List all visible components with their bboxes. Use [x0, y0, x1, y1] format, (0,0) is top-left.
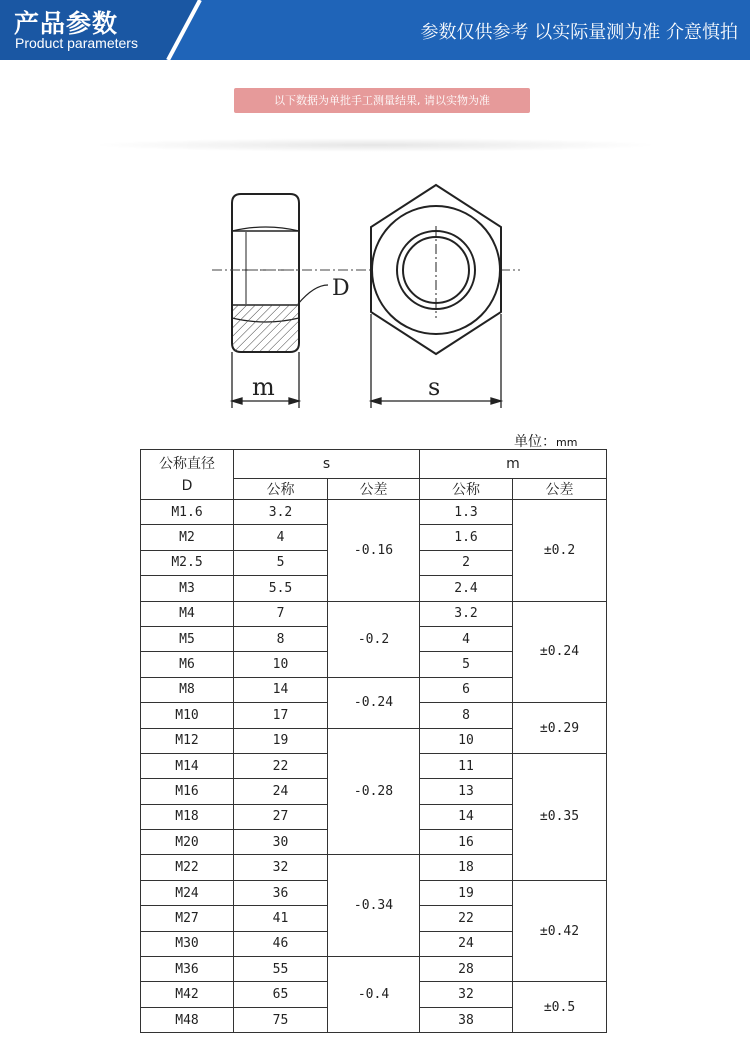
cell-diameter: M16: [141, 779, 234, 804]
label-d: D: [332, 276, 350, 301]
cell-m-nominal: 11: [420, 753, 513, 778]
m-tolerance-header: 公差: [513, 479, 607, 500]
cell-diameter: M14: [141, 753, 234, 778]
cell-diameter: M8: [141, 677, 234, 702]
s-nominal-header: 公称: [234, 479, 328, 500]
cell-s-nominal: 75: [234, 1007, 328, 1032]
cell-m-nominal: 13: [420, 779, 513, 804]
cell-m-tolerance: ±0.35: [513, 753, 607, 880]
cell-diameter: M12: [141, 728, 234, 753]
cell-s-tolerance: -0.34: [328, 855, 420, 957]
cell-m-nominal: 38: [420, 1007, 513, 1032]
cell-s-tolerance: -0.24: [328, 677, 420, 728]
col-diameter-header: [141, 450, 234, 500]
cell-m-tolerance: ±0.42: [513, 880, 607, 982]
cell-m-nominal: 19: [420, 880, 513, 905]
nut-side-view: [232, 194, 299, 352]
unit-value: mm: [556, 436, 578, 449]
spec-table-body: [141, 500, 607, 1033]
cell-s-nominal: 3.2: [234, 500, 328, 525]
cell-diameter: M2.5: [141, 550, 234, 575]
cell-diameter: M42: [141, 982, 234, 1007]
unit-caption: 单位：: [514, 434, 556, 450]
cell-diameter: M4: [141, 601, 234, 626]
cell-diameter: M24: [141, 880, 234, 905]
unit-label: [514, 431, 577, 451]
cell-s-nominal: 32: [234, 855, 328, 880]
cell-diameter: M10: [141, 703, 234, 728]
cell-s-nominal: 10: [234, 652, 328, 677]
col-diameter-symbol: D: [181, 477, 193, 494]
cell-diameter: M5: [141, 626, 234, 651]
cell-diameter: M22: [141, 855, 234, 880]
cell-m-nominal: 4: [420, 626, 513, 651]
cell-m-nominal: 22: [420, 906, 513, 931]
cell-s-nominal: 55: [234, 957, 328, 982]
cell-s-nominal: 19: [234, 728, 328, 753]
col-diameter-label: 公称直径: [159, 455, 215, 472]
cell-s-nominal: 24: [234, 779, 328, 804]
cell-diameter: M36: [141, 957, 234, 982]
page-title: 产品参数: [14, 9, 119, 38]
cell-s-nominal: 41: [234, 906, 328, 931]
cell-m-nominal: 24: [420, 931, 513, 956]
cell-m-nominal: 28: [420, 957, 513, 982]
cell-s-tolerance: -0.16: [328, 500, 420, 602]
cell-m-nominal: 2: [420, 550, 513, 575]
cell-s-tolerance: -0.4: [328, 957, 420, 1033]
cell-diameter: M18: [141, 804, 234, 829]
cell-s-nominal: 7: [234, 601, 328, 626]
cell-m-tolerance: ±0.5: [513, 982, 607, 1033]
cell-s-nominal: 30: [234, 830, 328, 855]
cell-m-nominal: 8: [420, 703, 513, 728]
cell-m-tolerance: ±0.24: [513, 601, 607, 703]
cell-s-nominal: 17: [234, 703, 328, 728]
cell-m-nominal: 1.3: [420, 500, 513, 525]
hex-nut-drawing: [0, 160, 750, 420]
table-row: [141, 601, 607, 626]
cell-m-nominal: 5: [420, 652, 513, 677]
group-s-header: s: [234, 450, 420, 479]
cell-diameter: M48: [141, 1007, 234, 1032]
cell-m-tolerance: ±0.2: [513, 500, 607, 602]
disclaimer-text: 参数仅供参考 以实际量测为准 介意慎拍: [420, 22, 738, 43]
header-title-block: [0, 0, 222, 60]
cell-diameter: M2: [141, 525, 234, 550]
nut-front-view: [371, 185, 501, 354]
s-tolerance-header: 公差: [328, 479, 420, 500]
cell-s-nominal: 4: [234, 525, 328, 550]
cell-diameter: M20: [141, 830, 234, 855]
cell-s-nominal: 27: [234, 804, 328, 829]
m-nominal-header: 公称: [420, 479, 513, 500]
cell-diameter: M27: [141, 906, 234, 931]
cell-s-nominal: 5: [234, 550, 328, 575]
table-row: [141, 500, 607, 525]
cell-s-nominal: 46: [234, 931, 328, 956]
spec-table: [140, 449, 607, 1033]
cell-diameter: M1.6: [141, 500, 234, 525]
cell-diameter: M6: [141, 652, 234, 677]
cell-m-nominal: 2.4: [420, 576, 513, 601]
cell-m-nominal: 6: [420, 677, 513, 702]
header-banner: [0, 0, 750, 60]
cell-s-nominal: 8: [234, 626, 328, 651]
cell-s-nominal: 65: [234, 982, 328, 1007]
cell-s-nominal: 36: [234, 880, 328, 905]
cell-m-nominal: 3.2: [420, 601, 513, 626]
cell-s-tolerance: -0.28: [328, 728, 420, 855]
cell-m-nominal: 32: [420, 982, 513, 1007]
cell-s-tolerance: -0.2: [328, 601, 420, 677]
label-m: m: [252, 373, 275, 401]
cell-diameter: M30: [141, 931, 234, 956]
cell-m-tolerance: ±0.29: [513, 703, 607, 754]
measurement-notice: 以下数据为单批手工测量结果, 请以实物为准: [234, 88, 530, 113]
label-s: s: [428, 373, 441, 401]
cell-m-nominal: 10: [420, 728, 513, 753]
cell-m-nominal: 16: [420, 830, 513, 855]
divider-shadow: [90, 138, 660, 152]
page-subtitle: Product parameters: [15, 35, 138, 51]
cell-diameter: M3: [141, 576, 234, 601]
cell-s-nominal: 14: [234, 677, 328, 702]
cell-s-nominal: 22: [234, 753, 328, 778]
cell-m-nominal: 14: [420, 804, 513, 829]
group-m-header: m: [420, 450, 607, 479]
cell-m-nominal: 18: [420, 855, 513, 880]
cell-s-nominal: 5.5: [234, 576, 328, 601]
cell-m-nominal: 1.6: [420, 525, 513, 550]
